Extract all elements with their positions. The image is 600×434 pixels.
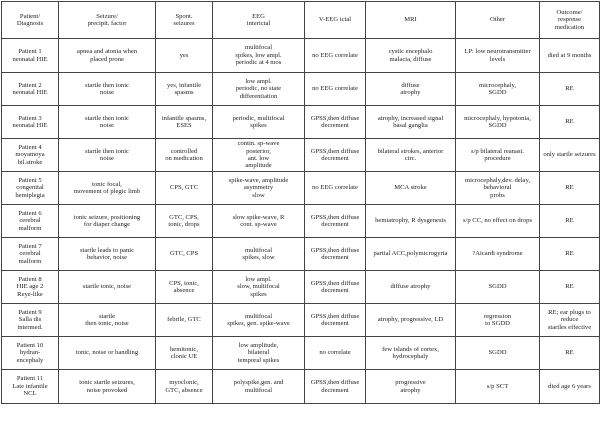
cell-line: RE — [565, 283, 574, 291]
table-cell — [213, 172, 305, 205]
cell-line: CPS, GTC — [169, 184, 199, 192]
cell-line: startle tonic, noise — [82, 283, 132, 291]
table-cell — [213, 139, 305, 172]
cell-line: CPS, tonic, — [169, 279, 199, 287]
cell-line: ?Aicardi syndrome — [472, 250, 523, 258]
column-header — [2, 2, 59, 39]
cell-line: spasms — [174, 89, 194, 96]
table-cell — [366, 172, 456, 205]
table-row — [2, 139, 600, 172]
cell-line: encephaly — [16, 356, 44, 364]
cell-line: Patient 2 — [18, 81, 42, 89]
cell-line: moyamoya — [15, 151, 45, 159]
table-cell — [213, 304, 305, 337]
cell-line: RE — [565, 250, 574, 258]
cell-line: slow, multifocal — [237, 283, 280, 291]
cell-line: EEG — [252, 12, 265, 20]
cell-line: malacia, diffuse — [389, 55, 432, 63]
table-cell — [366, 73, 456, 106]
cell-line: neonatal HIE — [12, 122, 48, 129]
table-cell — [305, 238, 366, 271]
cell-line: Outcome/ — [556, 8, 583, 16]
cell-line: Patient 9 — [18, 308, 42, 316]
cell-line: multifocal — [244, 312, 273, 320]
table-cell — [156, 139, 213, 172]
cell-line: absence — [173, 287, 195, 294]
table-cell — [213, 106, 305, 139]
column-header — [366, 2, 456, 39]
table-cell — [305, 39, 366, 73]
table-cell — [2, 205, 59, 238]
table-cell — [540, 304, 600, 337]
table-cell — [213, 271, 305, 304]
cell-line: posterior, — [246, 147, 271, 155]
cell-line: noise provoked — [86, 386, 128, 394]
cell-line: died at 9 months — [547, 51, 592, 59]
column-header — [213, 2, 305, 39]
cell-line: Patient 7 — [18, 242, 42, 250]
table-cell — [366, 205, 456, 238]
cell-line: Spont. — [175, 12, 193, 20]
table-cell — [456, 106, 540, 139]
table-cell — [540, 172, 600, 205]
cell-line: RE — [565, 118, 574, 126]
cell-line: tonic focal, — [92, 180, 122, 188]
cell-line: slow spike-wave, R — [232, 213, 285, 221]
cell-line: ESES — [176, 122, 192, 129]
cell-line: startle — [98, 312, 116, 320]
cell-line: SGDD — [488, 122, 507, 129]
cell-line: circ. — [404, 155, 417, 162]
cell-line: interictal — [246, 20, 271, 27]
cell-line: congenital — [16, 184, 44, 192]
cell-line: Patient 4 — [18, 143, 42, 151]
cell-line: partial ACC,polymicrogyria — [373, 250, 448, 258]
cell-line: diffuse atrophy — [390, 283, 431, 291]
cell-line: contin. sp-wave — [237, 140, 280, 148]
cell-line: periodic, multifocal — [232, 114, 285, 122]
cell-line: MCA stroke — [394, 184, 427, 192]
cell-line: malform — [18, 224, 42, 232]
cell-line: atrophy, progressive, LD — [377, 316, 444, 324]
cell-line: Diagnosis — [16, 20, 44, 27]
table-cell — [305, 271, 366, 304]
cell-line: SGDD — [488, 349, 507, 357]
table-cell — [156, 73, 213, 106]
cell-line: temporal spikes — [237, 356, 280, 364]
cell-line: medication — [554, 23, 585, 31]
cell-line: controlled — [170, 147, 198, 155]
table-cell — [59, 205, 156, 238]
cell-line: spikes — [250, 122, 267, 129]
cell-line: periodic, no state — [235, 85, 282, 93]
cell-line: hemitonic, — [169, 345, 199, 353]
table-cell — [2, 337, 59, 370]
cell-line: tonic, drops — [168, 221, 200, 228]
cell-line: spikes, low ampl. — [235, 51, 282, 59]
cell-line: hemiplegia — [15, 191, 45, 199]
table-cell — [2, 73, 59, 106]
table-cell — [456, 337, 540, 370]
table-cell — [156, 370, 213, 404]
table-cell — [305, 337, 366, 370]
cell-line: levels — [489, 55, 506, 63]
cell-line: cerebral — [19, 217, 41, 225]
cell-line: Patient 8 — [18, 275, 42, 283]
cell-line: neonatal HIE — [12, 89, 48, 96]
table-cell — [156, 205, 213, 238]
table-cell — [540, 337, 600, 370]
table-cell — [366, 238, 456, 271]
table-cell — [305, 106, 366, 139]
table-cell — [305, 205, 366, 238]
cell-line: startle leads to panic — [79, 246, 134, 254]
cell-line: RE; ear plugs to reduce — [548, 308, 591, 324]
cell-line: noise — [100, 122, 114, 129]
table-cell — [540, 238, 600, 271]
cell-line: procedure — [484, 155, 511, 162]
table-cell — [213, 238, 305, 271]
cell-line: tonic startle seizures, — [79, 379, 135, 387]
cell-line: hydran- — [19, 349, 41, 357]
cell-line: few islands of cortex, — [382, 345, 439, 353]
cell-line: microcephaly,dev. delay, — [465, 176, 530, 184]
cell-line: noise — [100, 155, 114, 162]
table-row — [2, 73, 600, 106]
cell-line: decrement — [321, 287, 349, 294]
table-cell — [2, 370, 59, 404]
table-cell — [2, 39, 59, 73]
table-cell — [540, 139, 600, 172]
table-row — [2, 304, 600, 337]
cell-line: decrement — [321, 386, 349, 394]
table-row — [2, 370, 600, 404]
cell-line: only startle seizures — [543, 151, 596, 159]
cell-line: spike-wave, amplitude — [228, 176, 289, 184]
table-cell — [156, 172, 213, 205]
cell-line: V-EEG ictal — [318, 16, 352, 24]
cell-line: Patient 3 — [18, 114, 42, 122]
cell-line: cerebral — [19, 250, 41, 258]
cell-line: Patient 1 — [18, 48, 42, 56]
cell-line: startle then tonic — [85, 147, 129, 155]
cell-line: NCL — [23, 390, 37, 398]
table-row — [2, 205, 600, 238]
column-header — [156, 2, 213, 39]
cell-line: atrophy — [400, 89, 421, 96]
table-cell — [213, 205, 305, 238]
table-cell — [213, 39, 305, 73]
cell-line: RE — [565, 349, 574, 357]
table-cell — [540, 205, 600, 238]
cell-line: differentiation — [239, 92, 278, 100]
cell-line: spikes, gen. spike-wave — [227, 320, 290, 327]
table-cell — [540, 73, 600, 106]
table-cell — [2, 172, 59, 205]
cell-line: low amplitude, — [238, 341, 279, 349]
cell-line: startle then tonic — [85, 81, 129, 89]
table-row — [2, 337, 600, 370]
cell-line: no EEG correlate — [312, 51, 358, 59]
cell-line: s/p bilateral reanast. — [471, 147, 524, 155]
cell-line: slow — [252, 191, 265, 199]
cell-line: bilateral — [247, 349, 270, 357]
cell-line: cystic encephalo — [388, 48, 433, 56]
table-cell — [366, 106, 456, 139]
cell-line: behavior, noise — [86, 254, 128, 261]
table-cell — [156, 271, 213, 304]
cell-line: SGDD — [488, 89, 507, 96]
cell-line: for diaper change — [83, 221, 131, 228]
cell-line: decrement — [321, 155, 349, 162]
table-cell — [2, 238, 59, 271]
cell-line: GPSS,then diffuse — [310, 114, 360, 122]
table-row — [2, 271, 600, 304]
cell-line: amplitude — [245, 162, 272, 170]
cell-line: Patient 10 — [16, 341, 44, 349]
cell-line: GPSS,then diffuse — [310, 379, 360, 387]
cell-line: febrile, GTC — [167, 316, 201, 324]
cell-line: spikes, slow — [242, 254, 275, 261]
seizure-patients-table — [1, 1, 600, 404]
cell-line: GPSS,then diffuse — [310, 279, 360, 287]
table-cell — [456, 271, 540, 304]
table-cell — [366, 337, 456, 370]
table-cell — [213, 370, 305, 404]
cell-line: Patient/ — [19, 12, 41, 20]
table-cell — [156, 304, 213, 337]
cell-line: decrement — [321, 122, 349, 129]
cell-line: clonic UE — [170, 353, 198, 360]
header-row — [2, 2, 600, 39]
table-cell — [366, 304, 456, 337]
cell-line: Late infantile — [12, 382, 48, 390]
cell-line: Other — [489, 16, 505, 24]
table-cell — [59, 106, 156, 139]
cell-line: asymmetry — [243, 184, 274, 192]
table-cell — [305, 73, 366, 106]
table-cell — [2, 106, 59, 139]
column-header — [540, 2, 600, 39]
cell-line: MRI — [404, 16, 417, 24]
cell-line: decrement — [321, 320, 349, 327]
cell-line: infantile spasms, — [161, 114, 207, 122]
table-cell — [540, 106, 600, 139]
cell-line: RE — [565, 217, 574, 225]
table-cell — [366, 370, 456, 404]
table-cell — [59, 304, 156, 337]
cell-line: Seizure/ — [96, 12, 118, 20]
table-cell — [456, 205, 540, 238]
table-cell — [456, 139, 540, 172]
cell-line: decrement — [321, 254, 349, 261]
table-cell — [540, 271, 600, 304]
cell-line: low ampl. — [245, 275, 272, 283]
cell-line: hydrocephaly — [392, 353, 429, 360]
cell-line: startle then tonic — [85, 114, 129, 122]
table-cell — [2, 139, 59, 172]
cell-line: seizures — [173, 20, 195, 27]
cell-line: regression — [483, 312, 512, 320]
cell-line: yes — [179, 51, 189, 59]
cell-line: cont. sp-wave — [240, 221, 277, 228]
table-body — [2, 39, 600, 404]
cell-line: s/p CC, no effect on drops — [462, 217, 533, 225]
table-cell — [305, 370, 366, 404]
cell-line: RE — [565, 85, 574, 93]
cell-line: behavioral — [483, 184, 512, 192]
cell-line: malform — [18, 257, 42, 265]
cell-line: no EEG correlate — [312, 85, 358, 93]
cell-line: GTC, CPS — [169, 250, 199, 258]
column-header — [456, 2, 540, 39]
cell-line: no correlate — [319, 349, 351, 357]
cell-line: GPSS,then diffuse — [310, 246, 360, 254]
cell-line: GPSS,then diffuse — [310, 213, 360, 221]
table-cell — [456, 238, 540, 271]
cell-line: hemiatrophy, R dysgenesis — [375, 217, 446, 225]
cell-line: precipit. factor — [87, 20, 127, 27]
cell-line: basal ganglia — [393, 122, 428, 129]
cell-line: Patient 6 — [18, 209, 42, 217]
cell-line: polyspike,gen. and — [233, 379, 284, 387]
table-cell — [59, 172, 156, 205]
table-cell — [456, 172, 540, 205]
table-cell — [456, 370, 540, 404]
table-row — [2, 39, 600, 73]
cell-line: apnea and atonia when — [76, 48, 138, 56]
cell-line: died age 6 years — [548, 382, 591, 390]
cell-line: GPSS,then diffuse — [310, 147, 360, 155]
cell-line: to SGDD — [485, 320, 510, 327]
cell-line: microcephaly, — [478, 81, 517, 89]
table-row — [2, 172, 600, 205]
cell-line: tonic, noise or handling — [75, 349, 139, 357]
cell-line: RE — [565, 184, 574, 192]
cell-line: LP: low neurotransmitter — [464, 48, 531, 56]
cell-line: Patient 11 — [16, 375, 44, 383]
cell-line: myoclonic, — [169, 379, 199, 387]
table-cell — [456, 73, 540, 106]
table-cell — [59, 73, 156, 106]
table-cell — [540, 39, 600, 73]
table-cell — [213, 337, 305, 370]
cell-line: HIE age 2 — [16, 283, 44, 291]
table-cell — [59, 337, 156, 370]
cell-line: GPSS,then diffuse — [310, 312, 360, 320]
cell-line: tonic seizure, positioning — [73, 213, 141, 221]
cell-line: GTC, CPS, — [169, 213, 199, 221]
table-cell — [305, 304, 366, 337]
cell-line: multifocal — [244, 44, 273, 52]
cell-line: SGDD — [488, 283, 507, 291]
table-cell — [456, 304, 540, 337]
cell-line: GTC, absence — [165, 386, 203, 394]
cell-line: bilateral strokes, anterior — [377, 147, 444, 155]
table-cell — [156, 337, 213, 370]
cell-line: decrement — [321, 221, 349, 228]
cell-line: then tonic, noise — [85, 320, 129, 327]
table-row — [2, 106, 600, 139]
table-cell — [59, 139, 156, 172]
cell-line: progressive — [395, 379, 426, 387]
cell-line: Salla dis — [18, 316, 42, 324]
cell-line: yes, infantile — [166, 81, 202, 89]
table-cell — [59, 370, 156, 404]
table-cell — [59, 39, 156, 73]
table-cell — [366, 39, 456, 73]
cell-line: startles effective — [547, 323, 592, 331]
table-cell — [156, 106, 213, 139]
table-cell — [305, 139, 366, 172]
cell-line: neonatal HIE — [12, 55, 48, 63]
cell-line: movement of plegic limb — [73, 188, 141, 195]
table-cell — [156, 238, 213, 271]
table-cell — [156, 39, 213, 73]
cell-line: microcephaly, hypotonia, — [464, 114, 531, 122]
table-cell — [540, 370, 600, 404]
cell-line: multifocal — [244, 246, 273, 254]
cell-line: response — [557, 16, 582, 24]
cell-line: no EEG correlate — [312, 184, 358, 192]
table-row — [2, 238, 600, 271]
table-cell — [305, 172, 366, 205]
cell-line: intermed. — [17, 323, 43, 331]
table-cell — [456, 39, 540, 73]
cell-line: Patient 5 — [18, 176, 42, 184]
column-header — [305, 2, 366, 39]
cell-line: noise — [100, 89, 114, 96]
cell-line: probs — [490, 191, 505, 199]
cell-line: atrophy — [400, 386, 421, 394]
cell-line: spikes — [250, 290, 267, 298]
cell-line: placed prone — [90, 55, 124, 63]
cell-line: Reye-like — [17, 290, 43, 298]
table-cell — [366, 139, 456, 172]
table-cell — [59, 238, 156, 271]
cell-line: bil.stroke — [17, 158, 43, 166]
cell-line: ant. low — [247, 155, 270, 162]
cell-line: low ampl. — [245, 77, 272, 85]
table-cell — [213, 73, 305, 106]
cell-line: atrophy, increased signal — [377, 114, 444, 122]
cell-line: on medication — [165, 155, 203, 162]
cell-line: diffuse — [401, 81, 420, 89]
table-cell — [366, 271, 456, 304]
table-cell — [59, 271, 156, 304]
table-cell — [2, 271, 59, 304]
table-cell — [2, 304, 59, 337]
cell-line: multifocal — [244, 386, 273, 394]
cell-line: s/p SCT — [486, 382, 509, 390]
column-header — [59, 2, 156, 39]
cell-line: periodic at 4 mos — [235, 59, 282, 67]
